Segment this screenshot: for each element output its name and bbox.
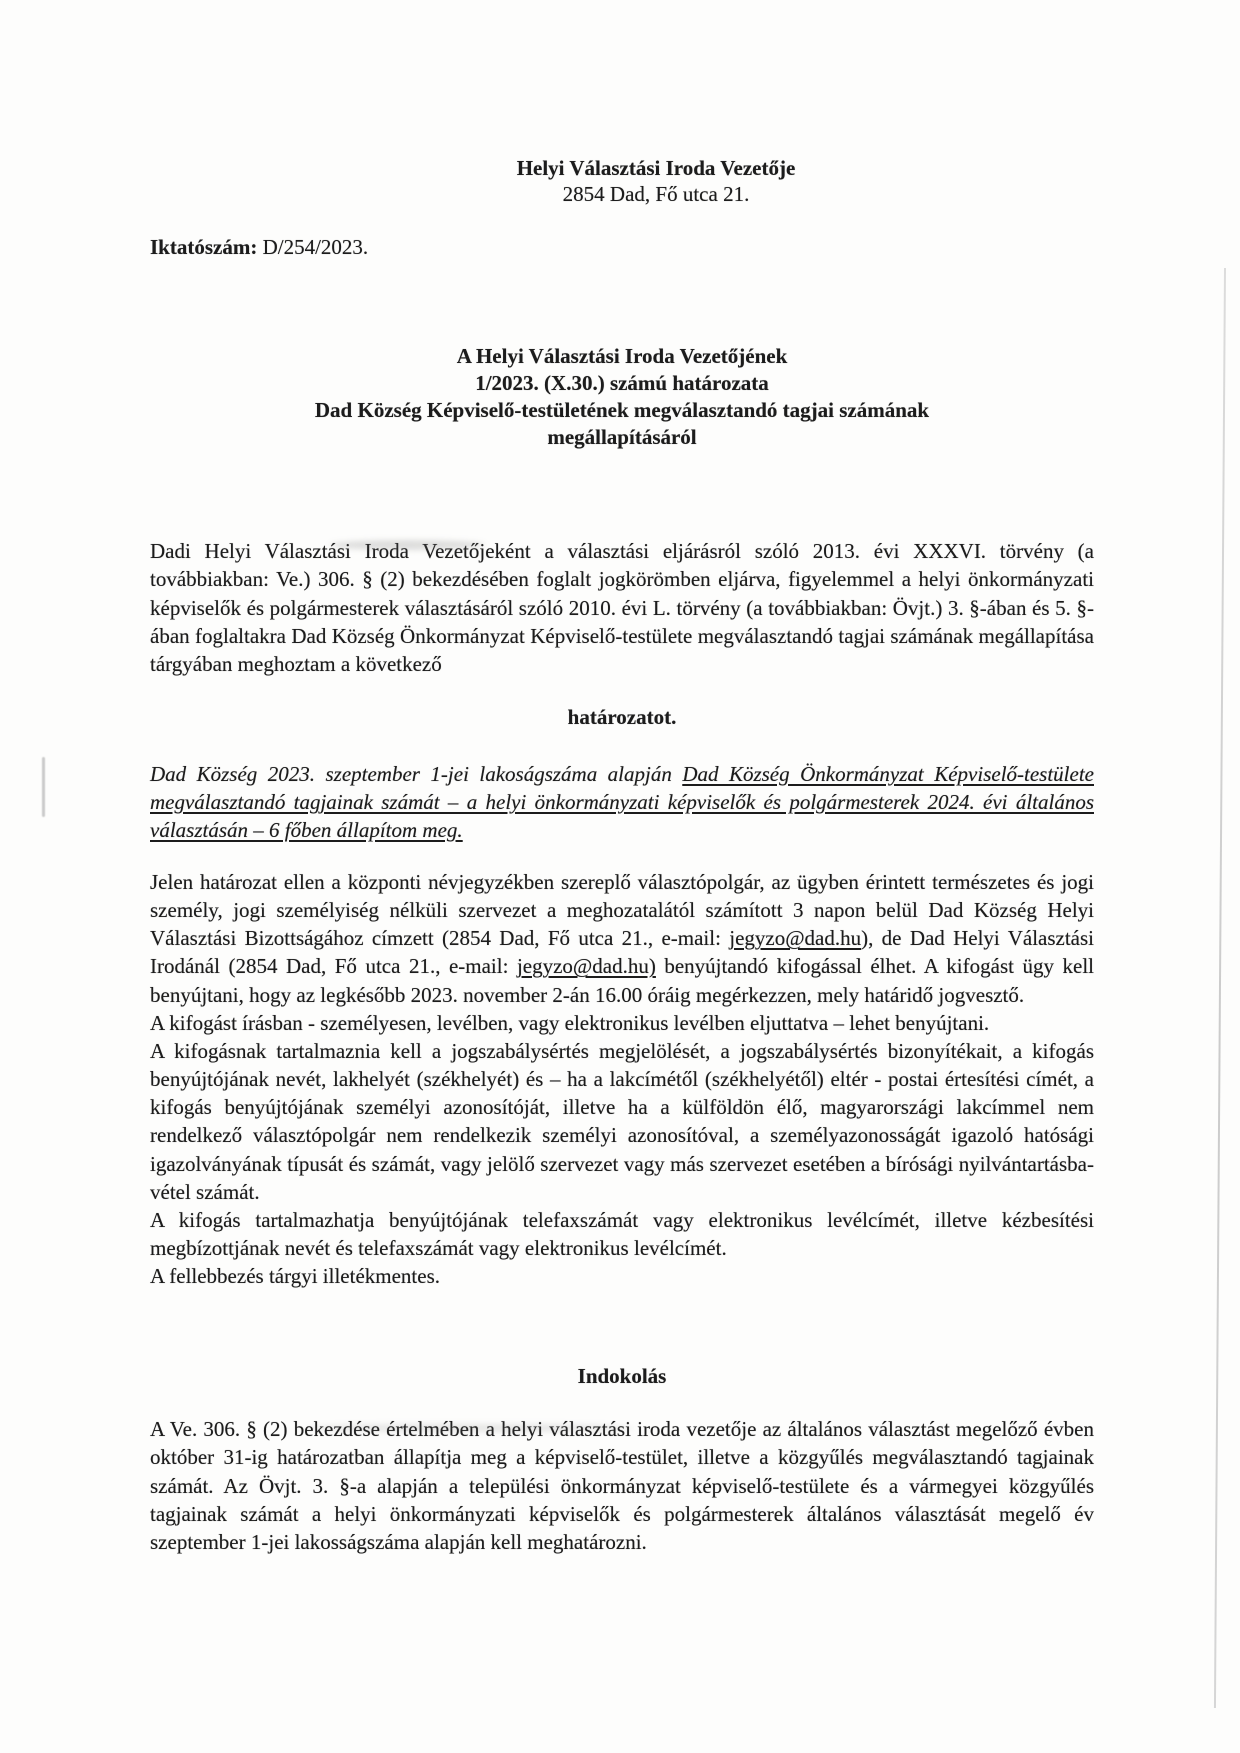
appeal-paragraph: [150, 868, 1094, 1009]
letterhead: [184, 155, 1128, 207]
text-run: benyújtandó kifogással élhet. A kifogást ügy kell benyújtani, hogy az legkésőbb 2023. november 2-án 16.00 óráig megérkezzen, mely határidő jogvesztő.: [150, 954, 1094, 1007]
justification-heading: Indokolás: [577, 1364, 667, 1388]
email-address: jegyzo@dad.hu): [516, 954, 656, 979]
title-line: A Helyi Választási Iroda Vezetőjének: [456, 344, 788, 368]
title-line: 1/2023. (X.30.) számú határozata: [475, 371, 769, 395]
case-number-line: [150, 233, 368, 261]
text-run: ), de Dad Helyi Választási Irodánál (2854 Dad, Fő utca 21., e-mail:: [150, 926, 1094, 979]
appeal-section: [150, 868, 1094, 1290]
scan-smudge: [330, 540, 485, 550]
intro-paragraph: Dadi Helyi Választási Iroda Vezetőjeként a választási eljárásról szóló 2013. évi XXXVI. törvény (a továbbiakban: Ve.) 306. § (2) bekezdésében foglalt jogkörömben eljárva, figyelemmel a helyi önkormányzati képviselők és polgármesterek választásáról szóló 2010. évi L. törvény (a továbbiakban: Övjt.) 3. §-ában és 5. §-ában foglaltakra Dad Község Önkormányzat Képviselő-testülete megválasztandó tagjai számának megállapítása tárgyában meghoztam a következő: [150, 539, 1094, 677]
case-number-value: D/254/2023.: [257, 235, 369, 259]
scanner-edge-line: [1214, 268, 1226, 1708]
case-number-label: Iktatószám:: [150, 235, 258, 259]
appeal-paragraph: [150, 1009, 1094, 1037]
text-run: Dad Község Önkormányzat Képviselő-testülete megválasztandó tagjainak számát – a helyi önkormányzati képviselők és polgármesterek 2024. évi általános választásán – 6 főben állapítom meg.: [150, 762, 1094, 842]
office-address: 2854 Dad, Fő utca 21.: [562, 182, 750, 206]
office-name: Helyi Választási Iroda Vezetője: [516, 156, 796, 180]
title-line: megállapításáról: [547, 425, 697, 449]
email-address: jegyzo@dad.hu: [729, 926, 862, 951]
appeal-paragraph: [150, 1037, 1094, 1206]
text-run: Jelen határozat ellen a központi névjegyzékben szereplő választópolgár, az ügyben érintett természetes és jogi személy, jogi személyiség nélküli szervezet a meghozatalától számított 3 napon belül Dad Község Helyi Választási Bizottságához címzett (2854 Dad, Fő utca 21., e-mail:: [150, 870, 1094, 951]
text-run: A kifogás tartalmazhatja benyújtójának telefaxszámát vagy elektronikus levélcímét, illetve kézbesítési megbízottjának nevét és telefaxszámát vagy elektronikus levélcímét.: [150, 1207, 1094, 1261]
appeal-paragraph: [150, 1262, 1094, 1290]
scan-smudge: [305, 1424, 635, 1432]
decision-paragraph: [150, 760, 1094, 844]
scan-margin-mark: [42, 757, 45, 817]
decision-word: határozatot.: [567, 705, 677, 729]
text-run: Dad Község 2023. szeptember 1-jei lakoságszáma alapján: [150, 762, 683, 786]
justification-paragraph: A Ve. 306. § (2) bekezdése értelmében a helyi választási iroda vezetője az általános választást megelőző évben október 31-ig határozatban állapítja meg a képviselő-testület, illetve a közgyűlés megválasztandó tagjainak számát. Az Övjt. 3. §-a alapján a települési önkormányzat képviselő-testülete és a vármegyei közgyűlés tagjainak számát a helyi önkormányzati képviselők és polgármesterek általános választását megelő év szeptember 1-jei lakosságszáma alapján kell meghatározni.: [150, 1417, 1094, 1555]
text-run: A fellebbezés tárgyi illetékmentes.: [150, 1264, 441, 1289]
title-line: Dad Község Képviselő-testületének megválasztandó tagjai számának: [314, 398, 930, 422]
text-run: A kifogást írásban - személyesen, levélben, vagy elektronikus levélben eljuttatva – lehet benyújtani.: [150, 1010, 990, 1035]
decision-title: [150, 343, 1094, 451]
appeal-paragraph: [150, 1206, 1094, 1262]
text-run: A kifogásnak tartalmaznia kell a jogszabálysértés megjelölését, a jogszabálysértés bizonyítékait, a kifogás benyújtójának nevét, lakhelyét (székhelyét) és – ha a lakcímétől (székhelyétől) eltér - postai értesítési címét, a kifogás benyújtójának személyi azonosítóját, illetve ha a külföldön élő, magyarországi lakcímmel nem rendelkező választópolgár nem rendelkezik személyi azonosítóval, a személyazonosságát igazoló hatósági igazolványának típusát és számát, vagy jelölő szervezet vagy más szervezet esetében a bírósági nyilvántartásba-vétel számát.: [150, 1038, 1094, 1204]
